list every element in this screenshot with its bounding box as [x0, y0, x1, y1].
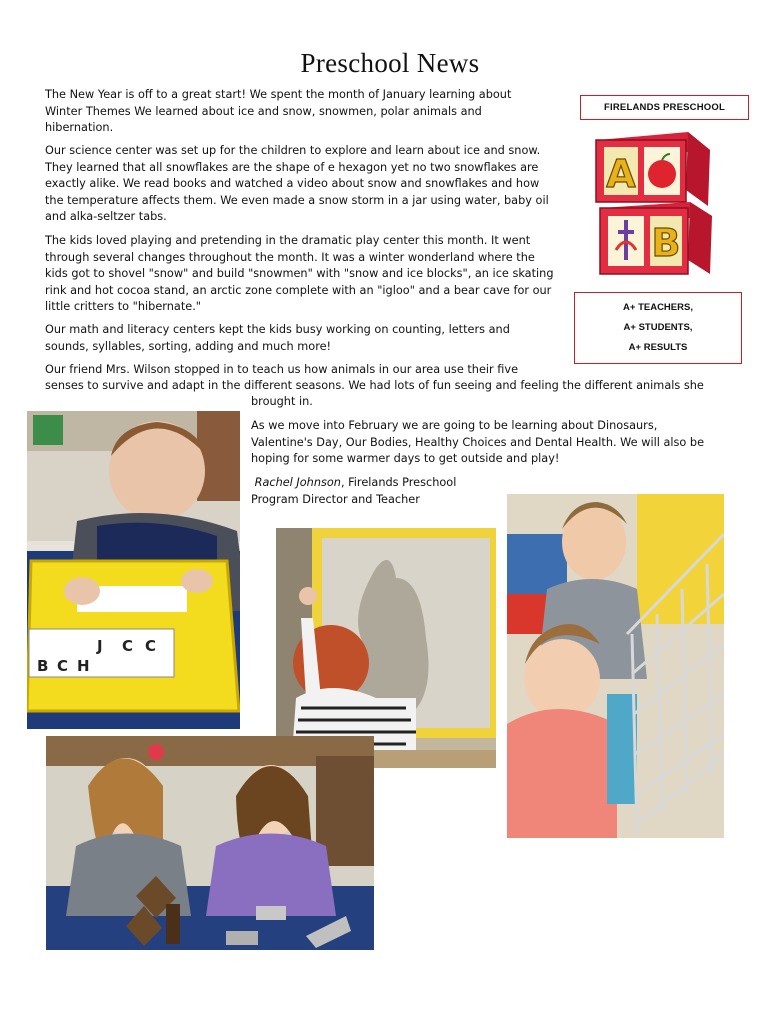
paragraph-visitor-line2: senses to survive and adapt in the different seasons. We had lots of fun seeing and feeling the different animals she [45, 379, 704, 392]
paragraph-math-literacy: Our math and literacy centers kept the kids busy working on counting, letters and sounds, syllables, sorting, adding and much more! [45, 323, 510, 353]
card-letter: B [37, 657, 49, 675]
block-a-icon [596, 132, 710, 206]
card-letter: C [145, 637, 157, 655]
svg-text:B: B [651, 221, 681, 265]
card-letter: H [77, 657, 90, 675]
card-letter: C [57, 657, 69, 675]
paragraph-intro: The New Year is off to a great start! We spent the month of January learning about Winter Themes We learned about ice and snow, snowmen, polar animals and hibernation. [45, 88, 512, 134]
paragraph-visitor-line1: Our friend Mrs. Wilson stopped in to teach us how animals in our area use their five [45, 363, 519, 376]
grade-teachers: A+ TEACHERS, [623, 302, 693, 313]
page-title: Preschool News [300, 48, 480, 78]
photo-shadow-board [276, 528, 496, 768]
card-letter: J [97, 637, 103, 655]
grade-results: A+ RESULTS [628, 342, 688, 353]
photo-boy-letter-tray [27, 411, 240, 729]
block-b-icon [600, 202, 712, 274]
signature-name: Rachel Johnson [254, 476, 341, 489]
paragraph-february: As we move into February we are going to be learning about Dinosaurs, Valentine's Day, Our Bodies, Healthy Choices and Dental Health. We will also be hoping for some warmer days to get outside and play! [251, 419, 705, 465]
paragraph-visitor-line3: brought in. [251, 395, 313, 408]
school-name: FIRELANDS PRESCHOOL [604, 102, 725, 113]
photo-boys-crate [507, 494, 724, 838]
card-letter: C [122, 637, 134, 655]
school-name-box [580, 95, 749, 120]
svg-text:A: A [606, 152, 636, 196]
grade-students: A+ STUDENTS, [623, 322, 693, 333]
signature-role: Program Director and Teacher [251, 492, 420, 506]
paragraph-science: Our science center was set up for the children to explore and learn about ice and snow. They learned that all snowflakes are the shape of e hexagon yet no two snowflakes are exactly alike. We read books and watched a video about snow and snowflakes and how the temperature affects them. We even made a snow storm in a jar using water, baby oil and alka-seltzer tabs. [45, 144, 549, 223]
signature [251, 475, 551, 508]
abc-blocks-logo [592, 128, 716, 280]
signature-org: , Firelands Preschool [340, 476, 457, 489]
grades-box [574, 292, 742, 364]
paragraph-dramatic-play: The kids loved playing and pretending in the dramatic play center this month. It went through several changes throughout the month. It was a winter wonderland where the kids got to shovel "snow" and build "snowmen" with "snow and ice blocks", an ice skating rink and hot cocoa stand, an arctic zone complete with an "igloo" and a bear cave for our little critters to "hibernate." [45, 234, 554, 313]
photo-girls-table [46, 736, 374, 950]
